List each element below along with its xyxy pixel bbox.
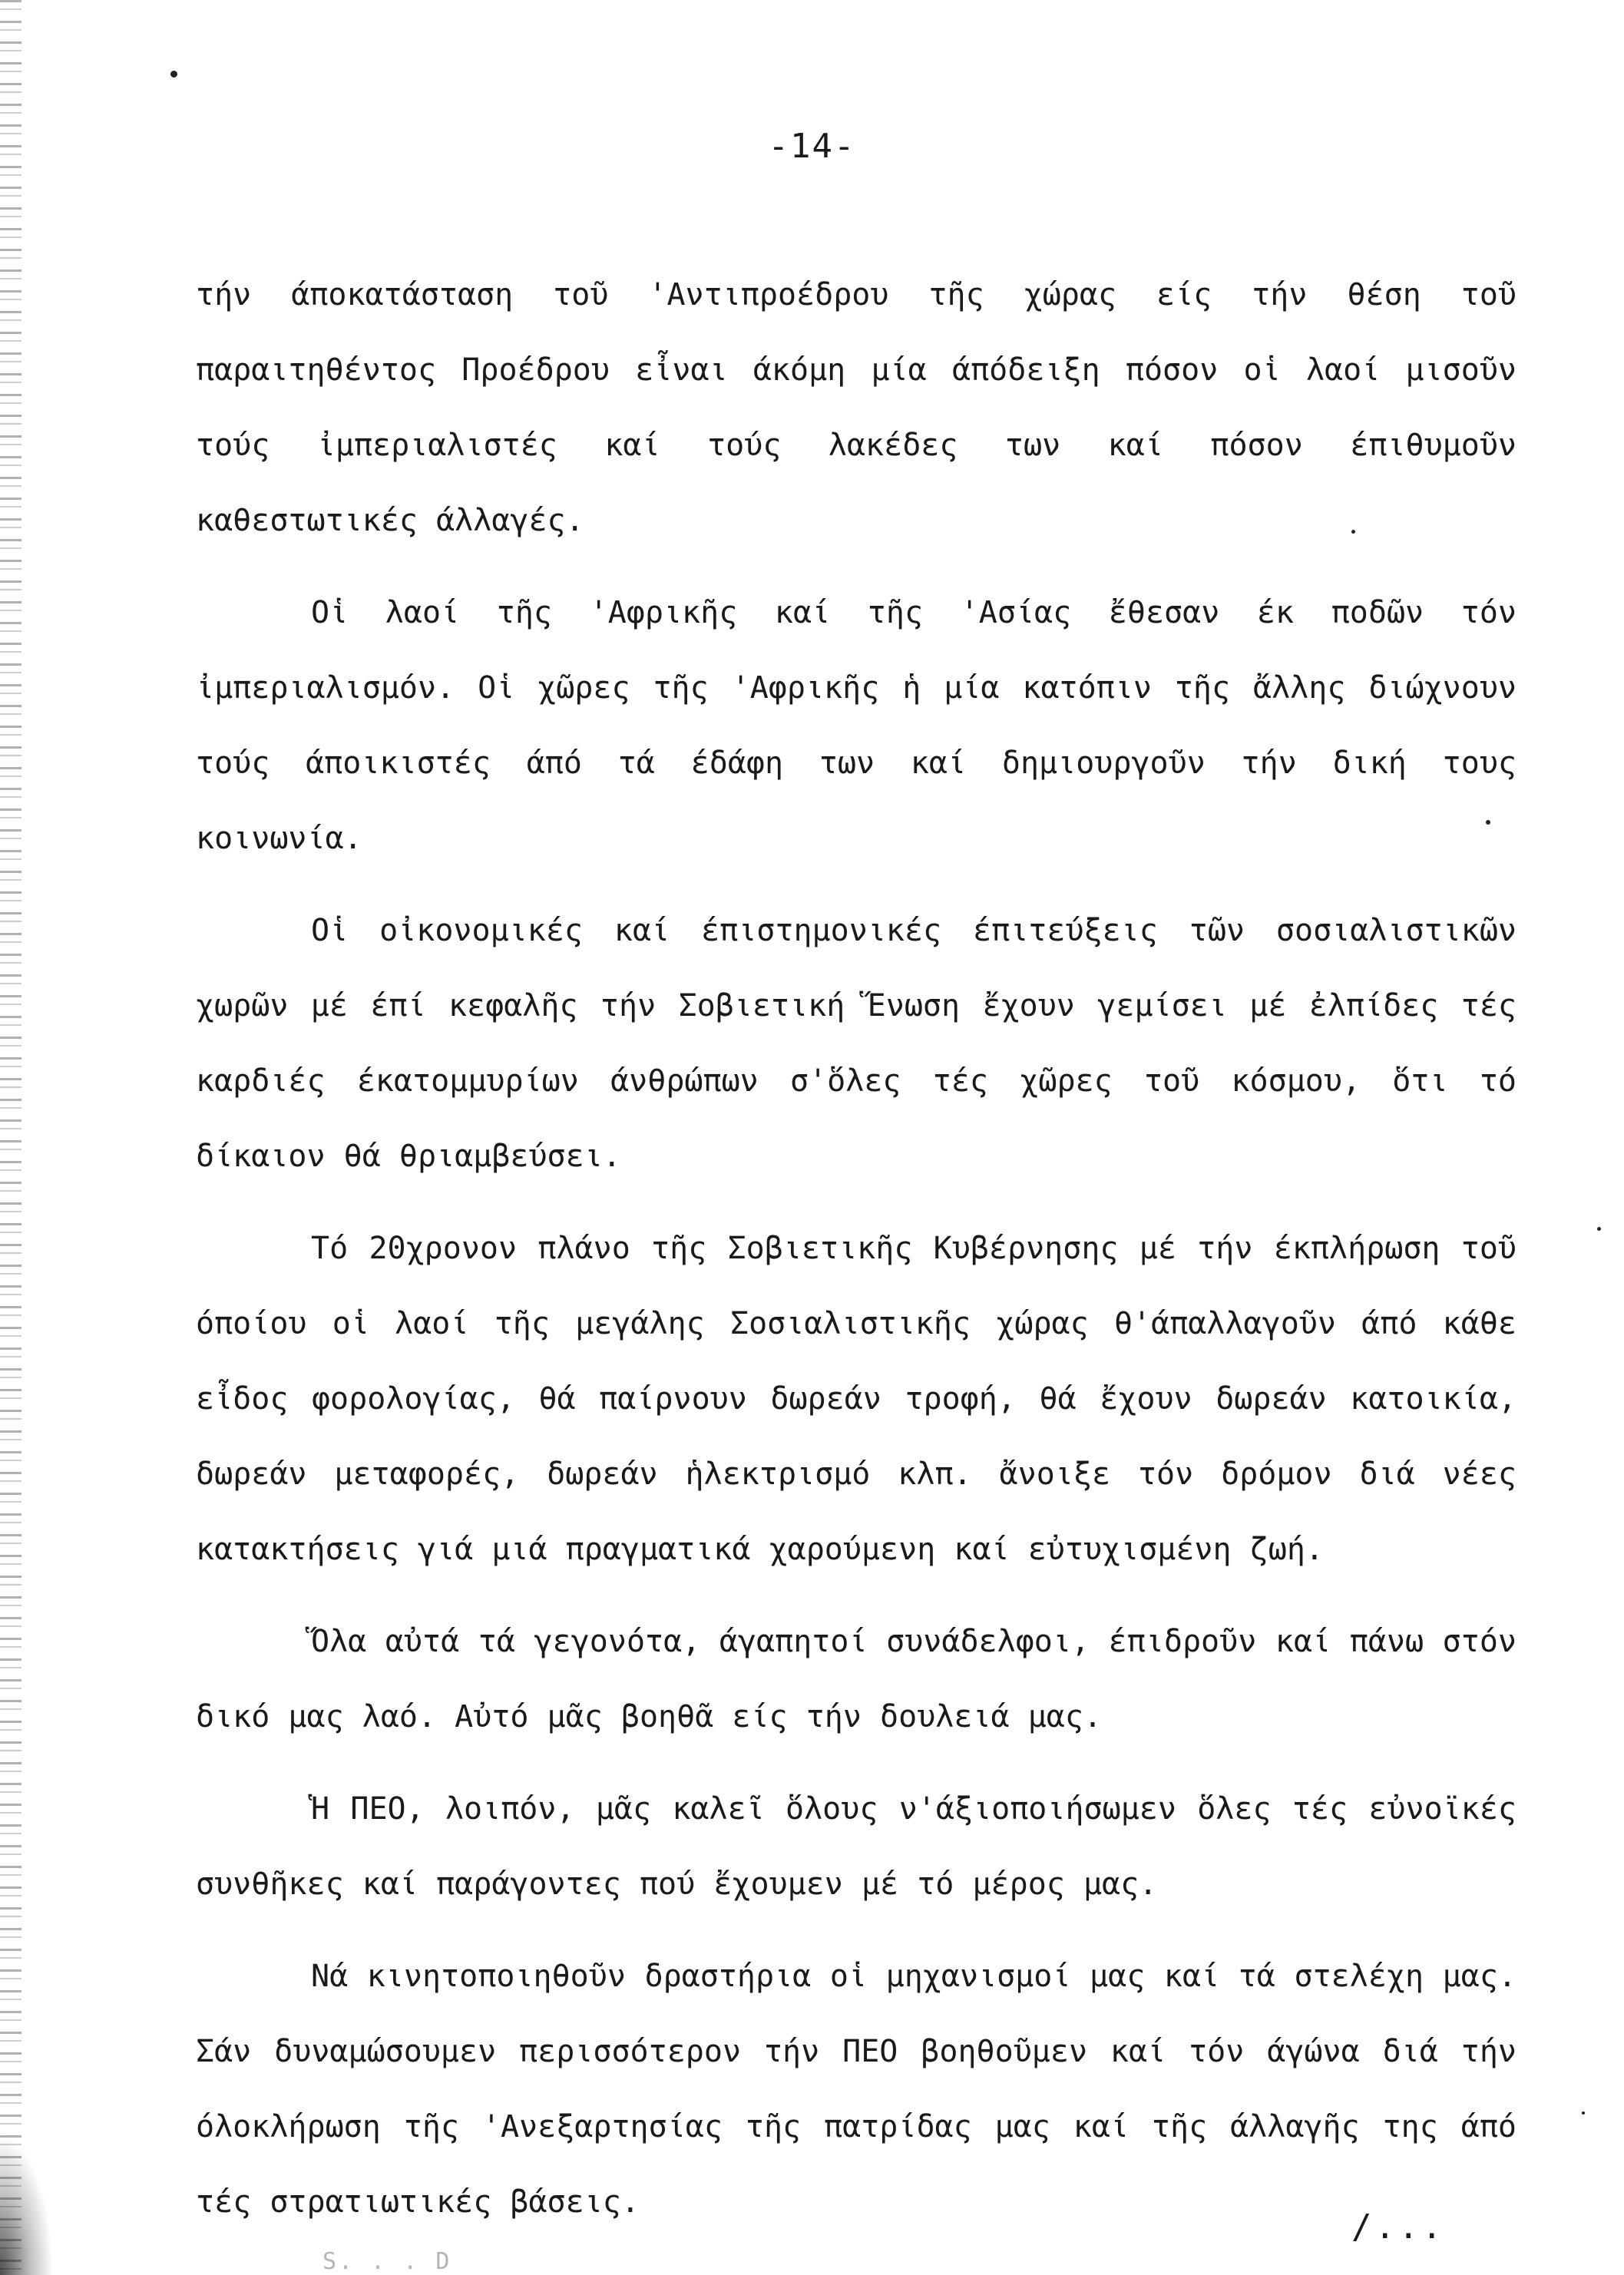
- scan-speck: [1351, 530, 1355, 534]
- scan-corner-shadow: [0, 2134, 54, 2275]
- scan-speck: [1582, 2111, 1585, 2115]
- scan-speck: [1597, 1227, 1601, 1231]
- scan-speck: [1486, 820, 1490, 825]
- scan-speck: [170, 71, 177, 78]
- continuation-mark: /...: [1351, 2207, 1445, 2247]
- paragraph-7: Νά κινητοποιηθοῦν δραστήρια οἱ μηχανισμοί μας καί τά στελέχη μας. Σάν δυναμώσουμεν περισσότερον τήν ΠΕΟ βοηθοῦμεν καί τόν άγώνα διά τήν όλοκλήρωση τῆς 'Ανεξαρτησίας τῆς πατρίδας μας καί τῆς άλλαγῆς της άπό τές στρατιωτικές βάσεις.: [196, 1959, 1517, 2220]
- paragraph-2: Οἱ λαοί τῆς 'Αφρικῆς καί τῆς 'Ασίας ἔθεσαν έκ ποδῶν τόν ἰμπεριαλισμόν. Οἱ χῶρες τῆς 'Αφρικῆς ἡ μία κατόπιν τῆς ἄλλης διώχνουν τούς άποικιστές άπό τά έδάφη των καί δημιουργοῦν τήν δική τους κοινωνία.: [196, 595, 1517, 856]
- page-number: -14-: [768, 127, 856, 166]
- body-text: [196, 257, 1517, 2240]
- paragraph-6: Ἡ ΠΕΟ, λοιπόν, μᾶς καλεῖ ὅλους ν'άξιοποιήσωμεν ὅλες τές εὐνοϊκές συνθῆκες καί παράγοντες πού ἔχουμεν μέ τό μέρος μας.: [196, 1791, 1517, 1902]
- paragraph-4: Τό 20χρονον πλάνο τῆς Σοβιετικῆς Κυβέρνησης μέ τήν έκπλήρωση τοῦ όποίου οἱ λαοί τῆς μεγάλης Σοσιαλιστικῆς χώρας θ'άπαλλαγοῦν άπό κάθε εἶδος φορολογίας, θά παίρνουν δωρεάν τροφή, θά ἔχουν δωρεάν κατοικία, δωρεάν μεταφορές, δωρεάν ἡλεκτρισμό κλπ. ἄνοιξε τόν δρόμον διά νέες κατακτήσεις γιά μιά πραγματικά χαρούμενη καί εὐτυχισμένη ζωή.: [196, 1231, 1517, 1567]
- paragraph-5: Ὅλα αὐτά τά γεγονότα, άγαπητοί συνάδελφοι, έπιδροῦν καί πάνω στόν δικό μας λαό. Αὐτό μᾶς βοηθᾶ είς τήν δουλειά μας.: [196, 1624, 1517, 1734]
- paragraph-3: Οἱ οἰκονομικές καί έπιστημονικές έπιτεύξεις τῶν σοσιαλιστικῶν χωρῶν μέ έπί κεφαλῆς τήν Σοβιετική Ἕνωση ἔχουν γεμίσει μέ ἐλπίδες τές καρδιές έκατομμυρίων άνθρώπων σ'ὅλες τές χῶρες τοῦ κόσμου, ὅτι τό δίκαιον θά θριαμβεύσει.: [196, 913, 1517, 1174]
- paragraph-1: τήν άποκατάσταση τοῦ 'Αντιπροέδρου τῆς χώρας είς τήν θέση τοῦ παραιτηθέντος Προέδρου εἶναι άκόμη μία άπόδειξη πόσον οἱ λαοί μισοῦν τούς ἰμπεριαλιστές καί τούς λακέδες των καί πόσον έπιθυμοῦν καθεστωτικές άλλαγές.: [196, 277, 1517, 538]
- faded-stamp: S. . . D: [322, 2248, 452, 2275]
- scan-edge-shadow: [0, 0, 21, 2275]
